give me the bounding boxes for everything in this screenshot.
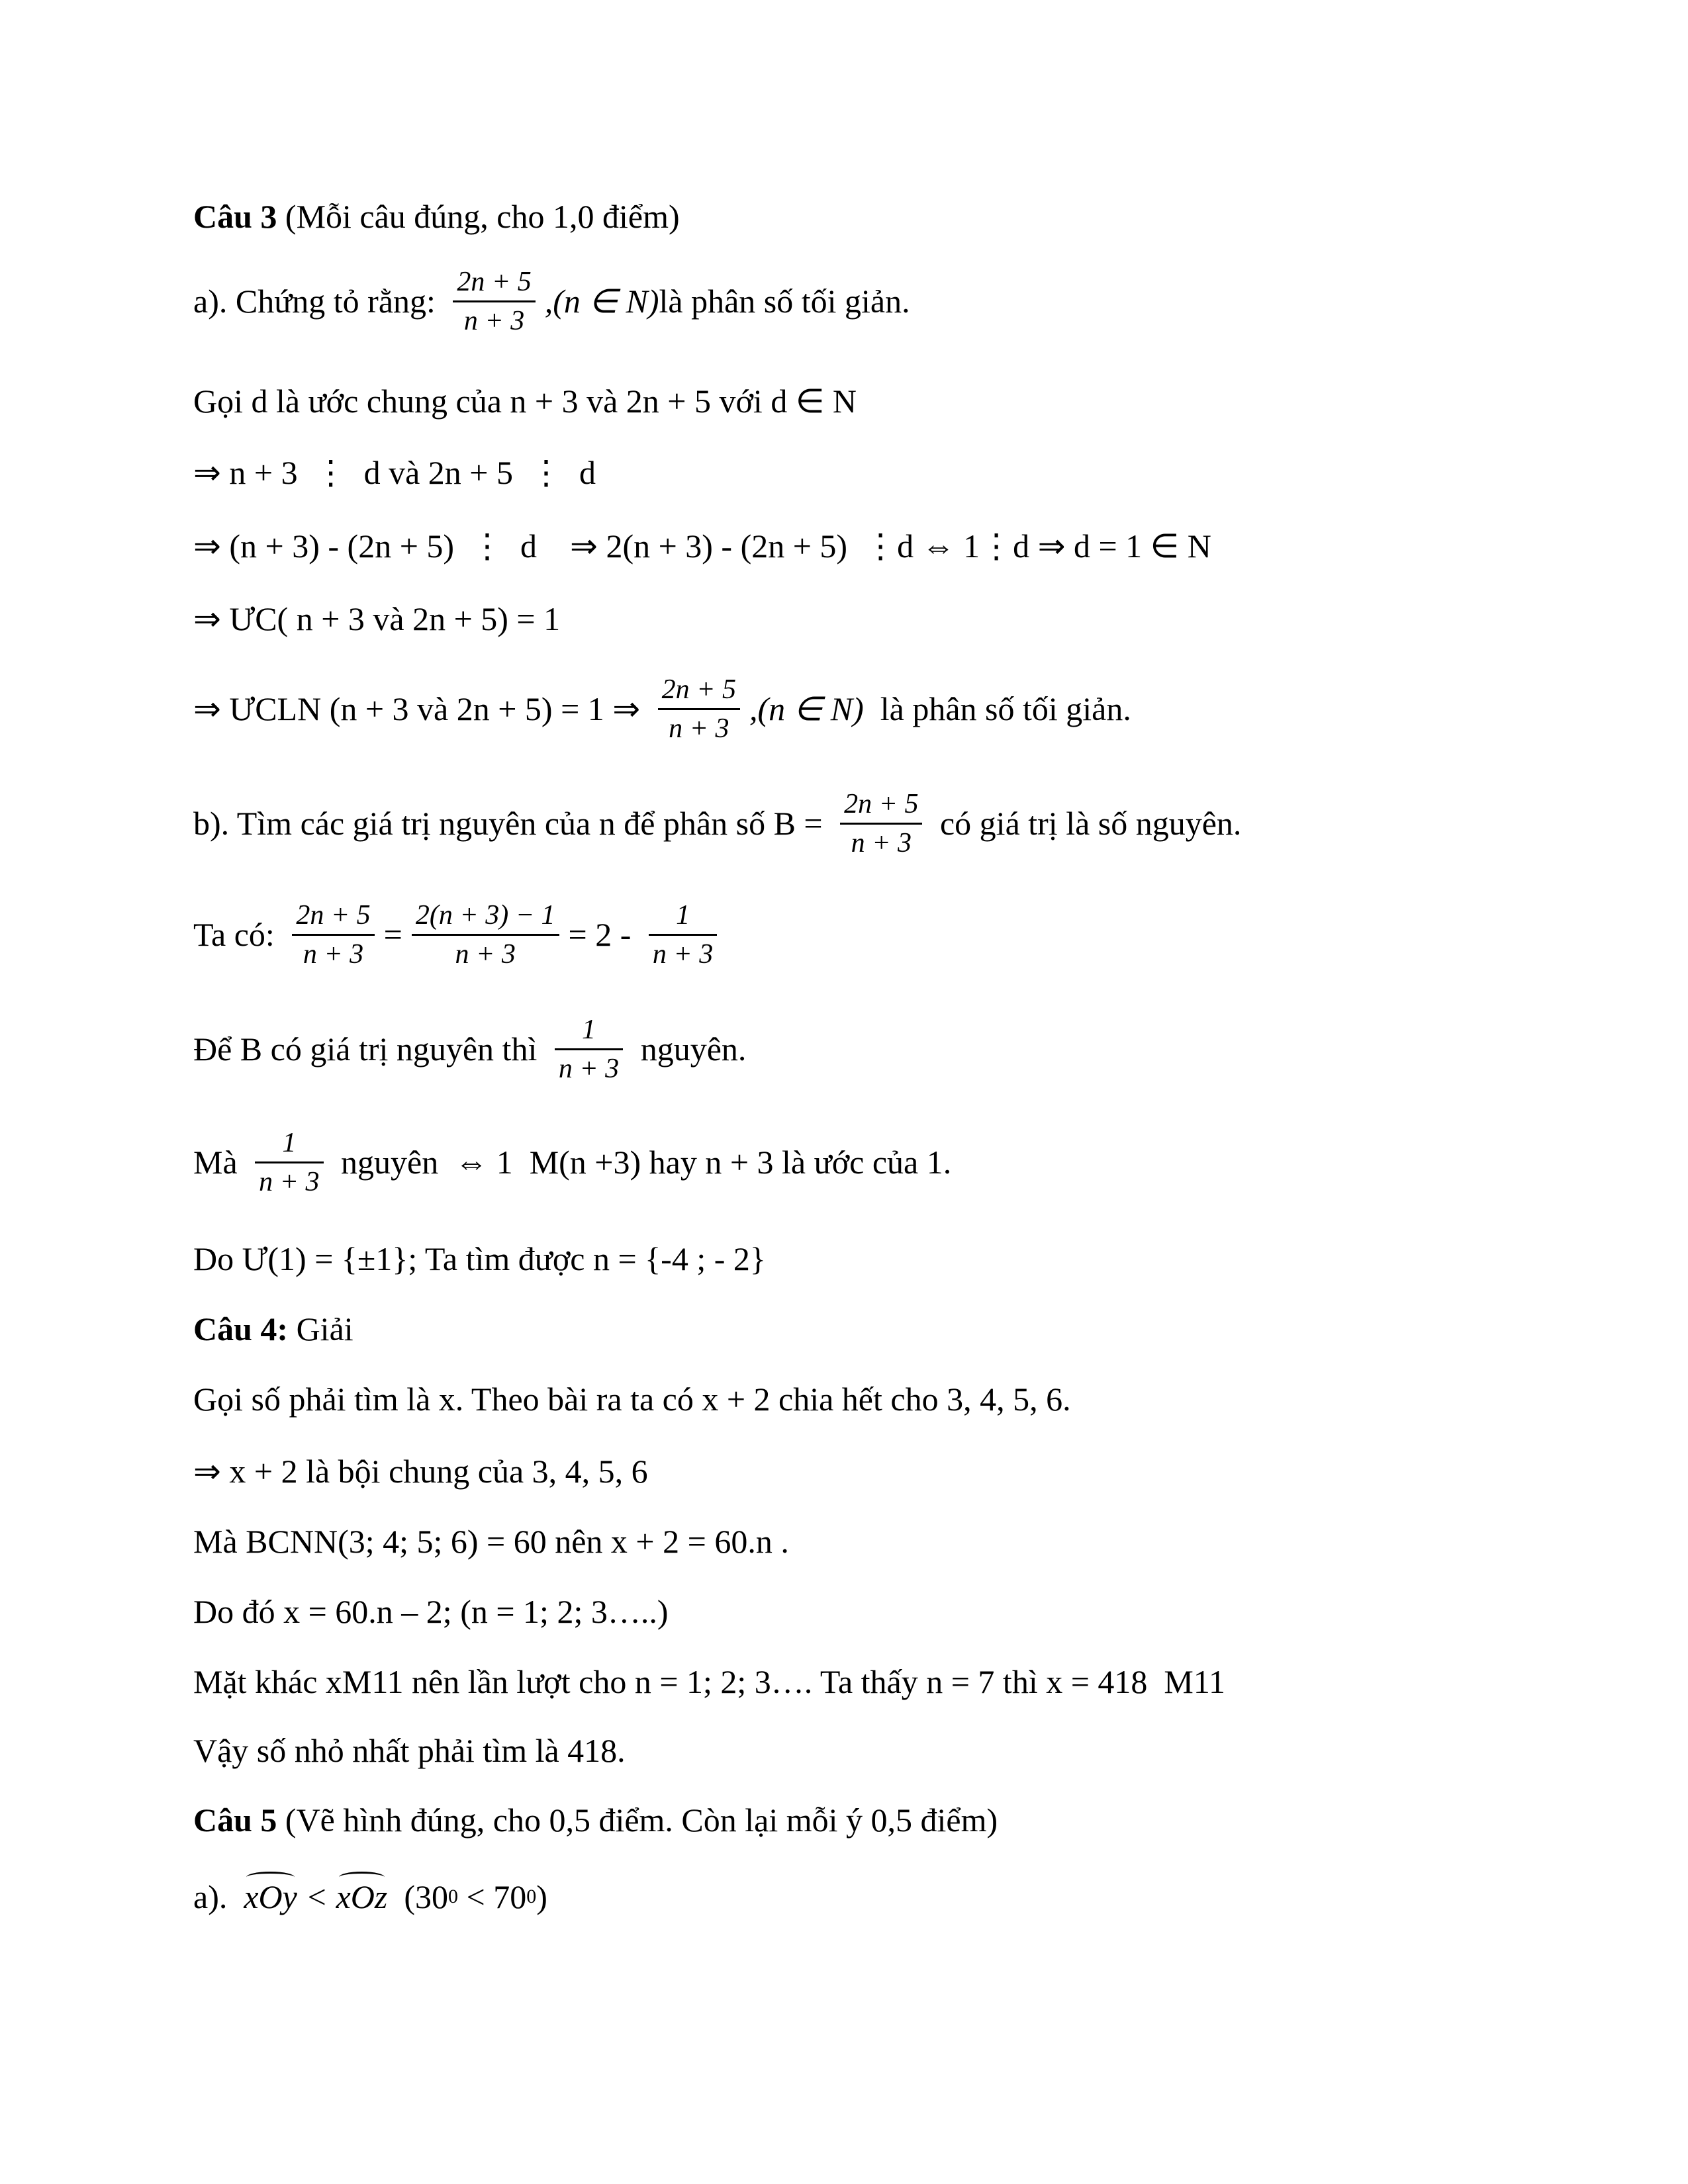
line: Gọi số phải tìm là x. Theo bài ra ta có x + 2 chia hết cho 3, 4, 5, 6. xyxy=(193,1381,1071,1418)
cau3-heading xyxy=(193,195,680,238)
denominator: n + 3 xyxy=(259,1166,320,1197)
denominator: n + 3 xyxy=(558,1053,620,1084)
cau5-heading xyxy=(193,1799,998,1841)
line: Do đó x = 60.n – 2; (n = 1; 2; 3…..) xyxy=(193,1593,669,1630)
degree: 0 xyxy=(526,1886,537,1907)
equals: = xyxy=(383,916,402,953)
text: a). Chứng tỏ rằng: xyxy=(193,283,444,320)
line: Do Ư(1) = {±1}; Ta tìm được n = {-4 ; - 2} xyxy=(193,1240,766,1277)
less-than: < xyxy=(297,1878,336,1915)
text: là phân số tối giản. xyxy=(863,690,1131,727)
numerator: 1 xyxy=(676,899,690,931)
cau3-label: Câu 3 xyxy=(193,198,277,235)
cau5-label: Câu 5 xyxy=(193,1801,277,1839)
text: ⇒ ƯCLN (n + 3 và 2n + 5) = 1 ⇒ xyxy=(193,690,649,727)
angle-xoz: xOz xyxy=(336,1876,388,1918)
text: < 70 xyxy=(458,1878,527,1915)
text: là phân số tối giản. xyxy=(659,283,910,320)
denominator: n + 3 xyxy=(463,305,525,336)
cau4-heading xyxy=(193,1308,353,1350)
cau4-label: Câu 4: xyxy=(193,1310,289,1347)
degree: 0 xyxy=(448,1886,459,1907)
line: Mà BCNN(3; 4; 5; 6) = 60 nên x + 2 = 60.n . xyxy=(193,1523,789,1560)
cau3-scoring: (Mỗi câu đúng, cho 1,0 điểm) xyxy=(277,198,680,235)
part-a-statement xyxy=(193,265,910,338)
text: (30 xyxy=(387,1878,449,1915)
denominator: n + 3 xyxy=(669,713,729,744)
text: có giá trị là số nguyên. xyxy=(931,805,1242,842)
text: nguyên. xyxy=(632,1030,747,1068)
angle-xoy: xOy xyxy=(244,1876,297,1918)
line: ⇒ n + 3 ⋮ d và 2n + 5 ⋮ d xyxy=(193,454,596,491)
ma-line xyxy=(193,1126,951,1199)
ucln-line xyxy=(193,672,1131,745)
denominator: n + 3 xyxy=(652,938,714,970)
text: a). xyxy=(193,1878,244,1915)
numerator: 1 xyxy=(582,1014,596,1045)
fraction xyxy=(412,897,559,973)
line: Vậy số nhỏ nhất phải tìm là 418. xyxy=(193,1732,626,1769)
angle-comparison xyxy=(193,1876,547,1918)
fraction xyxy=(292,897,374,973)
numerator: 2n + 5 xyxy=(457,266,532,297)
fraction xyxy=(649,897,717,973)
numerator: 2n + 5 xyxy=(844,788,919,819)
numerator: 1 xyxy=(282,1127,297,1158)
text: ) xyxy=(536,1878,547,1915)
condition: ,(n ∈ N) xyxy=(749,690,864,727)
denominator: n + 3 xyxy=(455,938,516,970)
denominator: n + 3 xyxy=(303,938,364,970)
text: Giải xyxy=(288,1310,353,1347)
condition: ,(n ∈ N) xyxy=(544,283,659,320)
line: Mặt khác xM11 nên lần lượt cho n = 1; 2; 3…. Ta thấy n = 7 thì x = 418 M11 xyxy=(193,1663,1226,1700)
part-b-statement xyxy=(193,787,1241,860)
text: nguyên ⇔ 1 M(n +3) hay n + 3 là ước của 1. xyxy=(332,1144,952,1181)
numerator: 2n + 5 xyxy=(296,899,371,931)
text: Mà xyxy=(193,1144,246,1181)
line: ⇒ x + 2 là bội chung của 3, 4, 5, 6 xyxy=(193,1453,648,1490)
fraction xyxy=(555,1011,623,1087)
fraction xyxy=(658,671,740,747)
fraction xyxy=(255,1124,323,1201)
line: Gọi d là ước chung của n + 3 và 2n + 5 với d ∈ N xyxy=(193,383,857,420)
de-b-line xyxy=(193,1013,746,1085)
fraction xyxy=(840,786,922,862)
numerator: 2n + 5 xyxy=(661,674,737,705)
denominator: n + 3 xyxy=(851,827,912,858)
line: ⇒ (n + 3) - (2n + 5) ⋮ d ⇒ 2(n + 3) - (2n + 5) ⋮d ⇔ 1⋮d ⇒ d = 1 ∈ N xyxy=(193,527,1211,565)
line: ⇒ ƯC( n + 3 và 2n + 5) = 1 xyxy=(193,600,561,637)
text: Để B có giá trị nguyên thì xyxy=(193,1030,545,1068)
numerator: 2(n + 3) − 1 xyxy=(415,899,555,931)
ta-co-line xyxy=(193,898,726,971)
text: (Vẽ hình đúng, cho 0,5 điểm. Còn lại mỗi ý 0,5 điểm) xyxy=(277,1801,998,1839)
text: = 2 - xyxy=(568,916,639,953)
text: b). Tìm các giá trị nguyên của n để phân số B = xyxy=(193,805,831,842)
fraction xyxy=(453,263,535,340)
text: Ta có: xyxy=(193,916,283,953)
